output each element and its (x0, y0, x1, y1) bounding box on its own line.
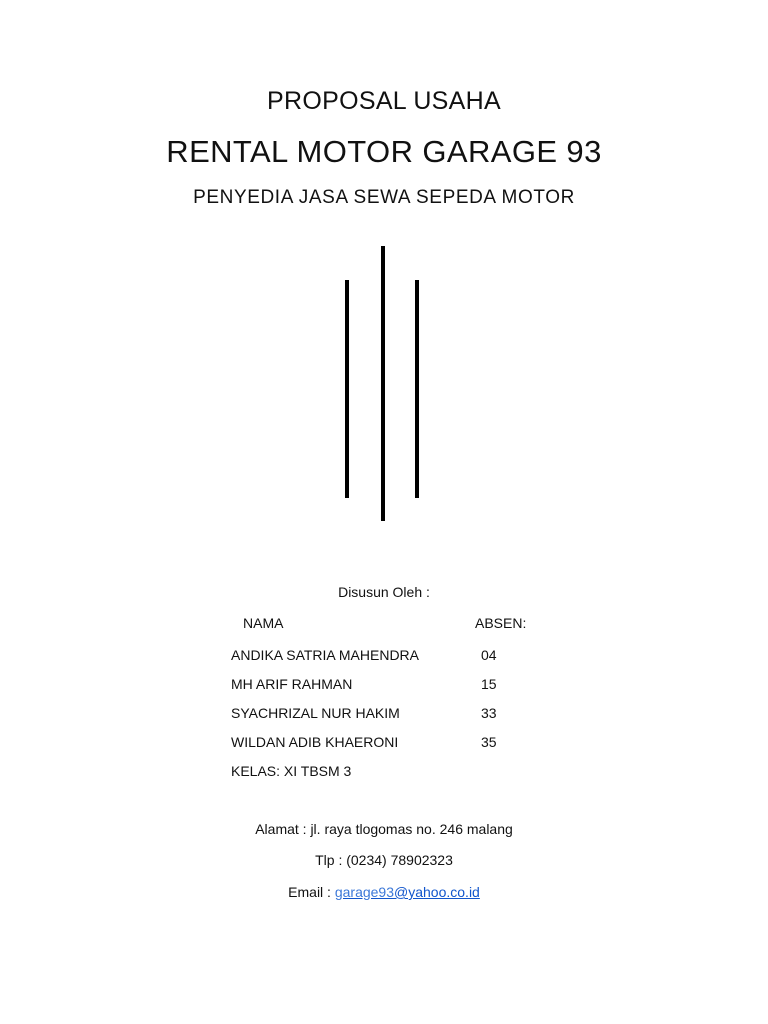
member-name: WILDAN ADIB KHAERONI (231, 734, 399, 750)
email-user: garage93 (334, 884, 395, 900)
address-line: Alamat : jl. raya tlogomas no. 246 malang (255, 821, 513, 837)
member-absen: 15 (481, 676, 497, 692)
ornament-line-left (345, 280, 349, 498)
column-header-absen: ABSEN: (475, 615, 527, 631)
business-subtitle: PENYEDIA JASA SEWA SEPEDA MOTOR (193, 187, 575, 208)
member-name: SYACHRIZAL NUR HAKIM (231, 705, 400, 721)
member-name: MH ARIF RAHMAN (231, 676, 353, 692)
email-domain: @yahoo.co.id (394, 884, 480, 900)
ornament-line-right (415, 280, 419, 498)
email-line (0, 883, 768, 901)
class-label: KELAS: XI TBSM 3 (231, 763, 352, 779)
phone-line: Tlp : (0234) 78902323 (315, 852, 453, 868)
column-header-name: NAMA (243, 615, 284, 631)
business-title: RENTAL MOTOR GARAGE 93 (166, 134, 602, 169)
member-absen: 35 (481, 734, 497, 750)
member-absen: 33 (481, 705, 497, 721)
ornament-line-center (381, 246, 385, 521)
member-name: ANDIKA SATRIA MAHENDRA (231, 647, 420, 663)
email-label: Email : (288, 884, 335, 900)
prepared-by-label: Disusun Oleh : (338, 584, 430, 600)
document-type-heading: PROPOSAL USAHA (267, 87, 501, 115)
email-link[interactable] (335, 884, 480, 900)
member-absen: 04 (481, 647, 497, 663)
